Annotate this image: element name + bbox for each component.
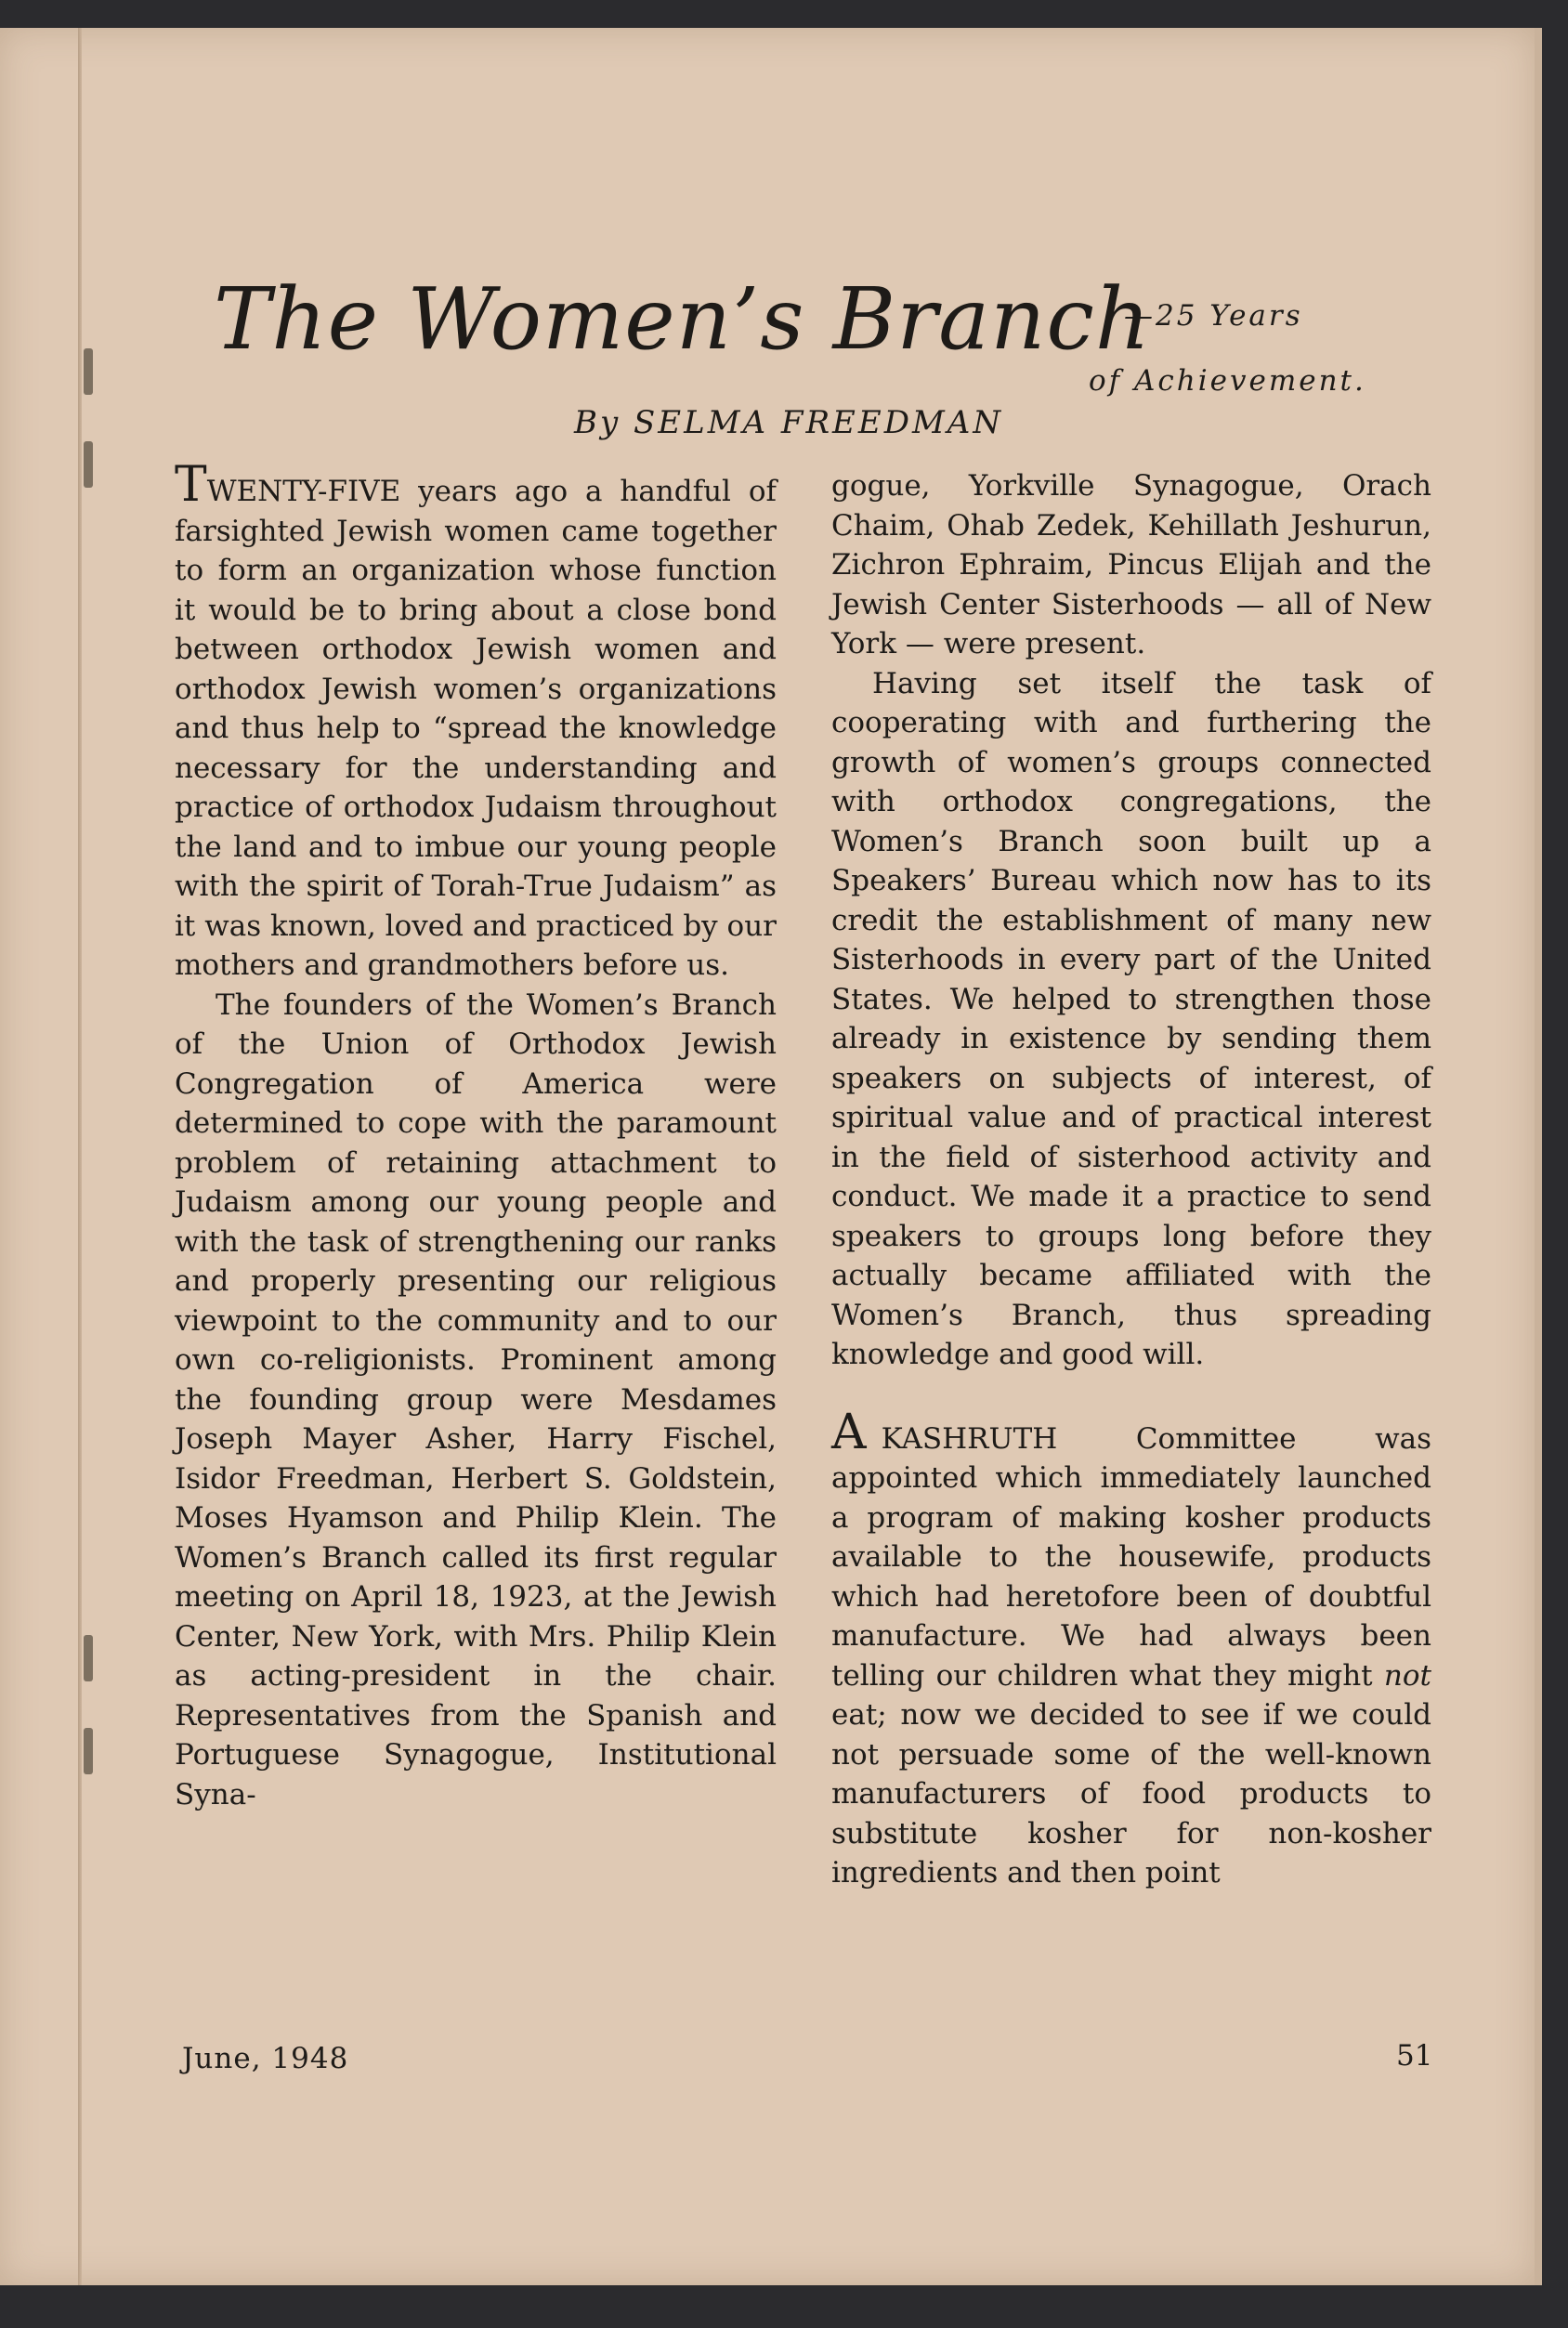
drop-cap: A: [831, 1404, 867, 1460]
article-title: The Women’s Branch: [214, 269, 1152, 369]
staple: [84, 1635, 93, 1681]
page-number: 51: [1396, 2039, 1433, 2073]
staple: [84, 441, 93, 488]
article-subtitle-line2: of Achievement.: [1089, 364, 1366, 398]
article-byline: By SELMA FREEDMAN: [574, 404, 1004, 441]
paragraph-5-text-a: KASHRUTH Committee was appointed which immediately launched a program of making kosher products available to the housewife, products which had heretofore been of doubtful manufacture. We had always been telling our children what they might: [831, 1421, 1431, 1693]
paragraph-2: The founders of the Women’s Branch of the Union of Orthodox Jewish Congregation of America were determined to cope with the paramount problem of retaining attachment to Judaism among our young people and with the task of strengthening our ranks and properly presenting our religious viewpoint to the community and to our own co-religionists. Prominent among the founding group were Mesdames Joseph Mayer Asher, Harry Fischel, Isidor Freedman, Herbert S. Goldstein, Moses Hyamson and Philip Klein. The Women’s Branch called its first regular meeting on April 18, 1923, at the Jewish Center, New York, with Mrs. Philip Klein as acting-president in the chair. Representatives from the Spanish and Portuguese Synagogue, Institutional Syna-: [175, 987, 777, 1811]
paragraph-4: Having set itself the task of cooperating with and furthering the growth of women’s groups connected with orthodox congregations, the Women’s Branch soon built up a Speakers’ Bureau which now has to its credit the establishment of many new Sisterhoods in every part of the United States. We helped to strengthen those already in existence by sending them speakers on subjects of interest, of spiritual value and of practical interest in the field of sisterhood activity and conduct. We made it a practice to send speakers to groups long before they actually became affiliated with the Women’s Branch, thus spreading knowledge and good will.: [831, 666, 1431, 1371]
emphasis-text: not: [1383, 1658, 1431, 1693]
paragraph-1: [175, 457, 777, 986]
right-column: [831, 466, 1431, 1893]
issue-date: June, 1948: [182, 2042, 349, 2075]
paragraph-1-text: WENTY-FIVE years ago a handful of farsighted Jewish women came together to form an organization whose function it would be to bring about a close bond between orthodox Jewish women and orthodox Jewish women’s organizations and thus help to “spread the knowledge necessary for the understanding and practice of orthodox Judaism throughout the land and to imbue our young people with the spirit of Torah-True Judaism” as it was known, loved and practiced by our mothers and grandmothers before us.: [175, 475, 777, 982]
paragraph-3: gogue, Yorkville Synagogue, Orach Chaim, Ohab Zedek, Kehillath Jeshurun, Zichron Ephraim, Pincus Elijah and the Jewish Center Sisterhoods — all of New York — were present.: [831, 469, 1431, 660]
staple: [84, 1728, 93, 1774]
staple: [84, 348, 93, 395]
paragraph-5: [831, 1404, 1431, 1893]
article-subtitle-line1: —25 Years: [1124, 299, 1303, 333]
section-break: [831, 1375, 1431, 1414]
binding-gutter: [78, 28, 82, 2285]
left-column: [175, 457, 777, 1814]
drop-cap: T: [175, 457, 207, 513]
paragraph-5-text-b: eat; now we decided to see if we could not persuade some of the well-known manufacturers of food products to substitute kosher for non-kosher ingredients and then point: [831, 1698, 1431, 1890]
